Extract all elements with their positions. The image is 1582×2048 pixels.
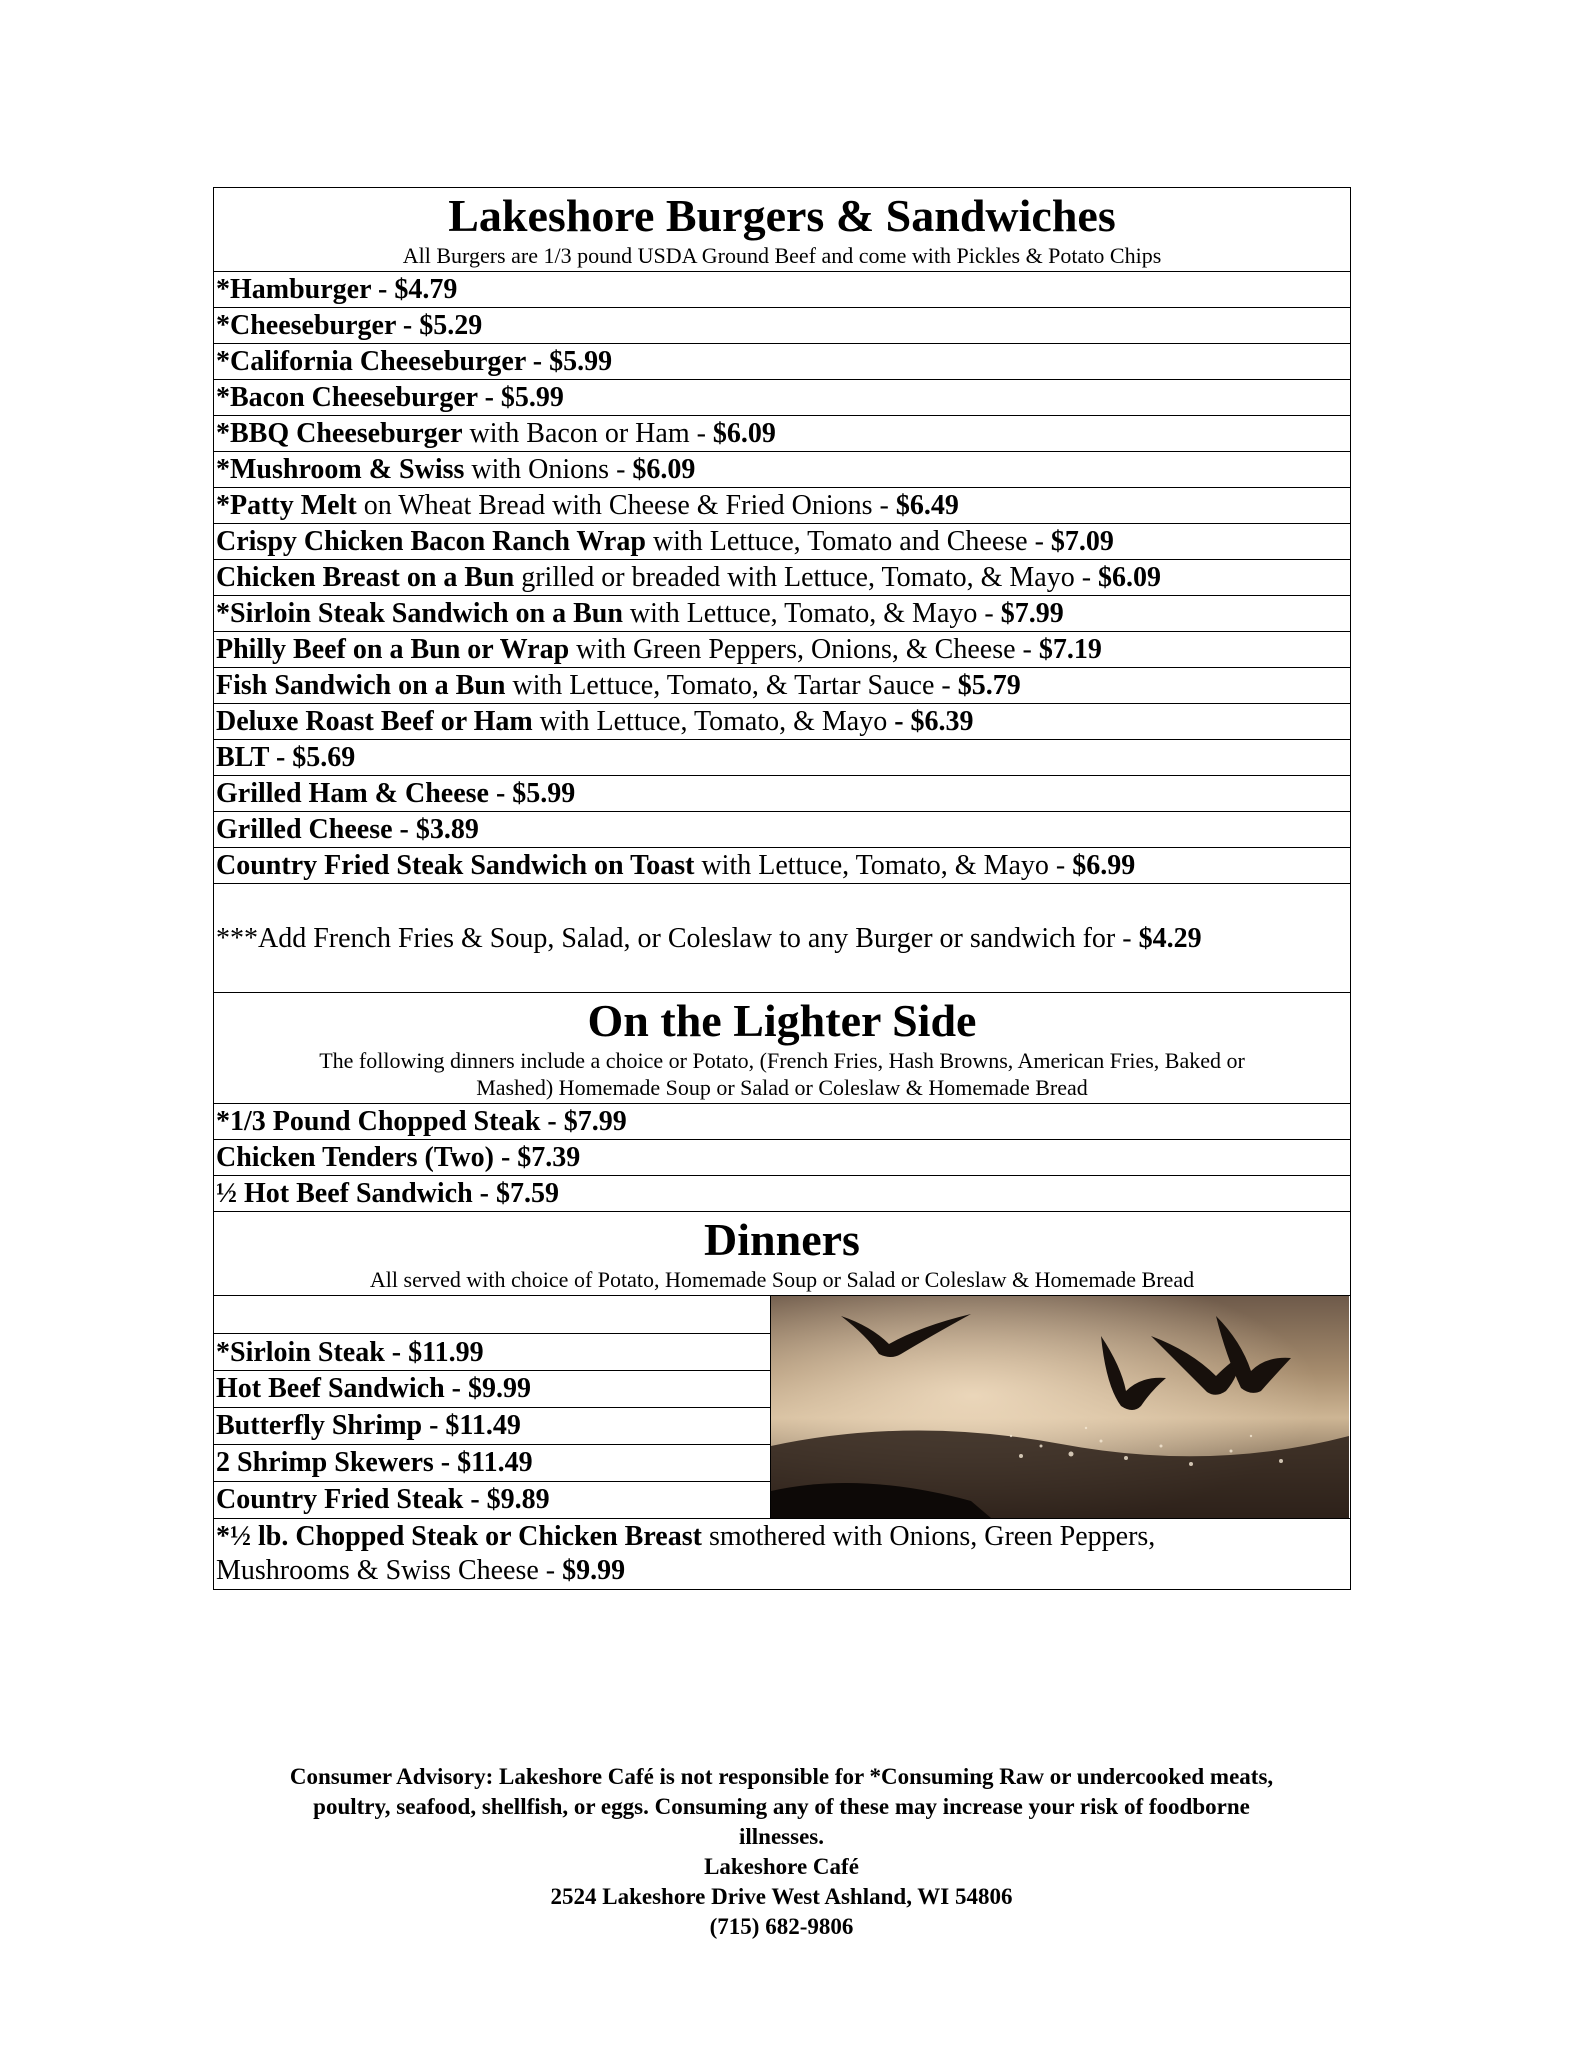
advisory-line: poultry, seafood, shellfish, or eggs. Consuming any of these may increase your risk of foodborne	[313, 1794, 1250, 1819]
dinners-header	[214, 1212, 1351, 1296]
blank-cell	[214, 1296, 771, 1334]
menu-item: *California Cheeseburger - $5.99	[214, 344, 1351, 380]
menu-item: *Sirloin Steak - $11.99	[214, 1334, 771, 1371]
restaurant-phone: (715) 682-9806	[709, 1914, 854, 1939]
menu-item: Fish Sandwich on a Bun with Lettuce, Tomato, & Tartar Sauce - $5.79	[214, 668, 1351, 704]
advisory-line: Consumer Advisory: Lakeshore Café is not responsible for *Consuming Raw or undercooked meats,	[289, 1764, 1274, 1789]
menu-item: BLT - $5.69	[214, 740, 1351, 776]
burgers-header	[214, 188, 1351, 272]
menu-table	[213, 187, 1351, 1590]
consumer-advisory-footer	[213, 1762, 1350, 1942]
menu-item: Chicken Breast on a Bun grilled or breaded with Lettuce, Tomato, & Mayo - $6.09	[214, 560, 1351, 596]
lighter-title: On the Lighter Side	[587, 995, 977, 1046]
lighter-subtitle: The following dinners include a choice or Potato, (French Fries, Hash Browns, American Fries, Baked or Mashed) Homemade Soup or Salad or Coleslaw & Homemade Bread	[319, 1048, 1245, 1100]
menu-item: Grilled Ham & Cheese - $5.99	[214, 776, 1351, 812]
menu-item: *Cheeseburger - $5.29	[214, 308, 1351, 344]
seagulls-photo	[771, 1296, 1351, 1519]
menu-item: *Sirloin Steak Sandwich on a Bun with Lettuce, Tomato, & Mayo - $7.99	[214, 596, 1351, 632]
menu-item: *Hamburger - $4.79	[214, 272, 1351, 308]
restaurant-name: Lakeshore Café	[704, 1854, 859, 1879]
lighter-header	[214, 993, 1351, 1104]
menu-item: ½ Hot Beef Sandwich - $7.59	[214, 1176, 1351, 1212]
menu-item: *BBQ Cheeseburger with Bacon or Ham - $6.09	[214, 416, 1351, 452]
menu-item: Hot Beef Sandwich - $9.99	[214, 1371, 771, 1408]
menu-item: *½ lb. Chopped Steak or Chicken Breast smothered with Onions, Green Peppers, Mushrooms & Swiss Cheese - $9.99	[214, 1519, 1351, 1590]
seagulls-over-water-photo-icon	[771, 1296, 1349, 1518]
menu-item: Country Fried Steak Sandwich on Toast with Lettuce, Tomato, & Mayo - $6.99	[214, 848, 1351, 884]
burgers-subtitle: All Burgers are 1/3 pound USDA Ground Beef and come with Pickles & Potato Chips	[402, 243, 1162, 268]
menu-item: Grilled Cheese - $3.89	[214, 812, 1351, 848]
restaurant-address: 2524 Lakeshore Drive West Ashland, WI 54806	[550, 1884, 1013, 1909]
menu-item: *Patty Melt on Wheat Bread with Cheese & Fried Onions - $6.49	[214, 488, 1351, 524]
menu-item: *1/3 Pound Chopped Steak - $7.99	[214, 1104, 1351, 1140]
advisory-line: illnesses.	[739, 1824, 824, 1849]
menu-item: 2 Shrimp Skewers - $11.49	[214, 1444, 771, 1481]
menu-item: Butterfly Shrimp - $11.49	[214, 1407, 771, 1444]
menu-item: Philly Beef on a Bun or Wrap with Green Peppers, Onions, & Cheese - $7.19	[214, 632, 1351, 668]
menu-item: Crispy Chicken Bacon Ranch Wrap with Lettuce, Tomato and Cheese - $7.09	[214, 524, 1351, 560]
menu-item: Deluxe Roast Beef or Ham with Lettuce, Tomato, & Mayo - $6.39	[214, 704, 1351, 740]
menu-item: Chicken Tenders (Two) - $7.39	[214, 1140, 1351, 1176]
menu-item: *Mushroom & Swiss with Onions - $6.09	[214, 452, 1351, 488]
dinners-title: Dinners	[704, 1214, 860, 1265]
burgers-title: Lakeshore Burgers & Sandwiches	[448, 190, 1116, 241]
dinners-subtitle: All served with choice of Potato, Homemade Soup or Salad or Coleslaw & Homemade Bread	[369, 1267, 1195, 1292]
addon-note: ***Add French Fries & Soup, Salad, or Coleslaw to any Burger or sandwich for - $4.29	[214, 884, 1351, 993]
menu-item: *Bacon Cheeseburger - $5.99	[214, 380, 1351, 416]
menu-item: Country Fried Steak - $9.89	[214, 1481, 771, 1518]
